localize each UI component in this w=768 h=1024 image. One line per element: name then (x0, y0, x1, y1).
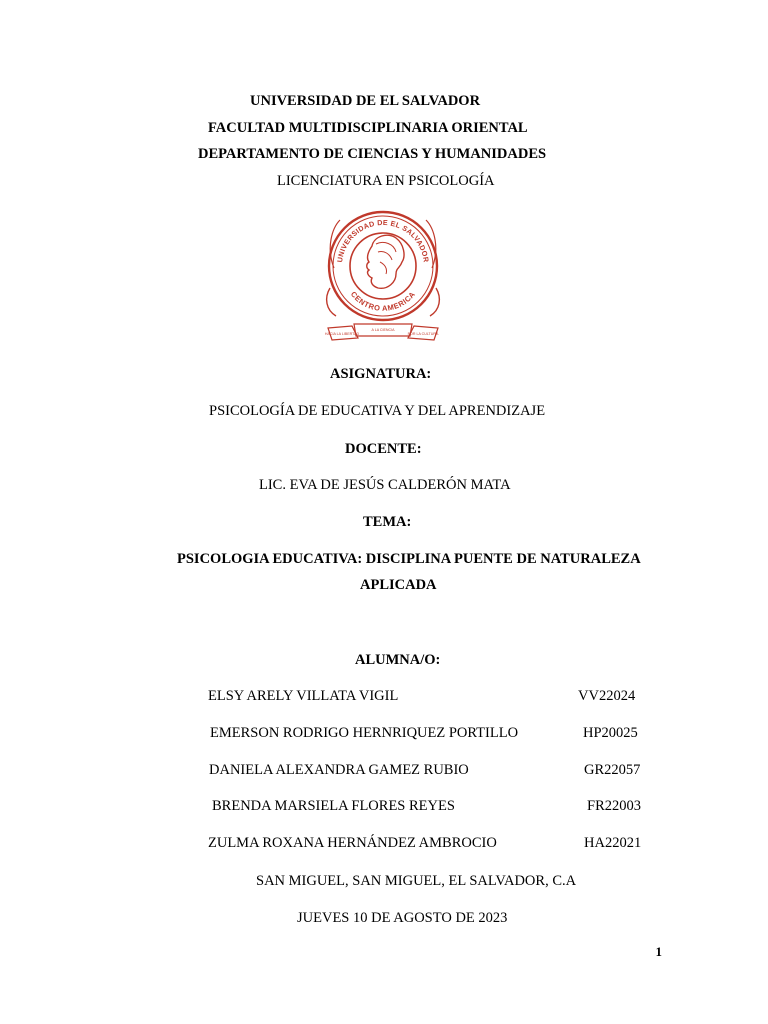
page-number: 1 (655, 944, 662, 959)
seal-bottom-text: CENTRO AMERICA (348, 289, 418, 313)
students-label: ALUMNA/O: (355, 652, 441, 668)
student-name: ELSY ARELY VILLATA VIGIL (208, 688, 399, 704)
student-id: FR22003 (587, 798, 641, 814)
location: SAN MIGUEL, SAN MIGUEL, EL SALVADOR, C.A (256, 873, 577, 889)
student-name: BRENDA MARSIELA FLORES REYES (212, 798, 455, 814)
student-id: GR22057 (584, 762, 641, 778)
subject-value: PSICOLOGÍA DE EDUCATIVA Y DEL APRENDIZAJE (209, 403, 546, 419)
program-name: LICENCIATURA EN PSICOLOGÍA (277, 173, 495, 189)
university-name: UNIVERSIDAD DE EL SALVADOR (250, 93, 481, 109)
teacher-label: DOCENTE: (345, 441, 422, 457)
seal-ribbon-center: A LA CIENCIA (371, 328, 395, 332)
date: JUEVES 10 DE AGOSTO DE 2023 (297, 910, 508, 926)
seal-top-text: UNIVERSIDAD DE EL SALVADOR (335, 217, 431, 263)
topic-line-2: APLICADA (360, 577, 437, 593)
student-name: DANIELA ALEXANDRA GAMEZ RUBIO (209, 762, 469, 778)
topic-line-1: PSICOLOGIA EDUCATIVA: DISCIPLINA PUENTE DE NATURALEZA (177, 551, 641, 567)
student-name: ZULMA ROXANA HERNÁNDEZ AMBROCIO (208, 835, 497, 851)
student-id: HA22021 (584, 835, 642, 851)
seal-ribbon-right: POR LA CULTURA (407, 332, 439, 336)
teacher-value: LIC. EVA DE JESÚS CALDERÓN MATA (259, 477, 511, 493)
student-name: EMERSON RODRIGO HERNRIQUEZ PORTILLO (210, 725, 519, 741)
university-seal-logo (322, 198, 444, 356)
student-id: HP20025 (583, 725, 638, 741)
student-id: VV22024 (578, 688, 636, 704)
department-name: DEPARTAMENTO DE CIENCIAS Y HUMANIDADES (198, 146, 547, 162)
seal-ribbon-left: HACIA LA LIBERTAD (324, 332, 360, 336)
topic-label: TEMA: (363, 514, 412, 530)
subject-label: ASIGNATURA: (330, 366, 432, 382)
faculty-name: FACULTAD MULTIDISCIPLINARIA ORIENTAL (208, 120, 528, 136)
